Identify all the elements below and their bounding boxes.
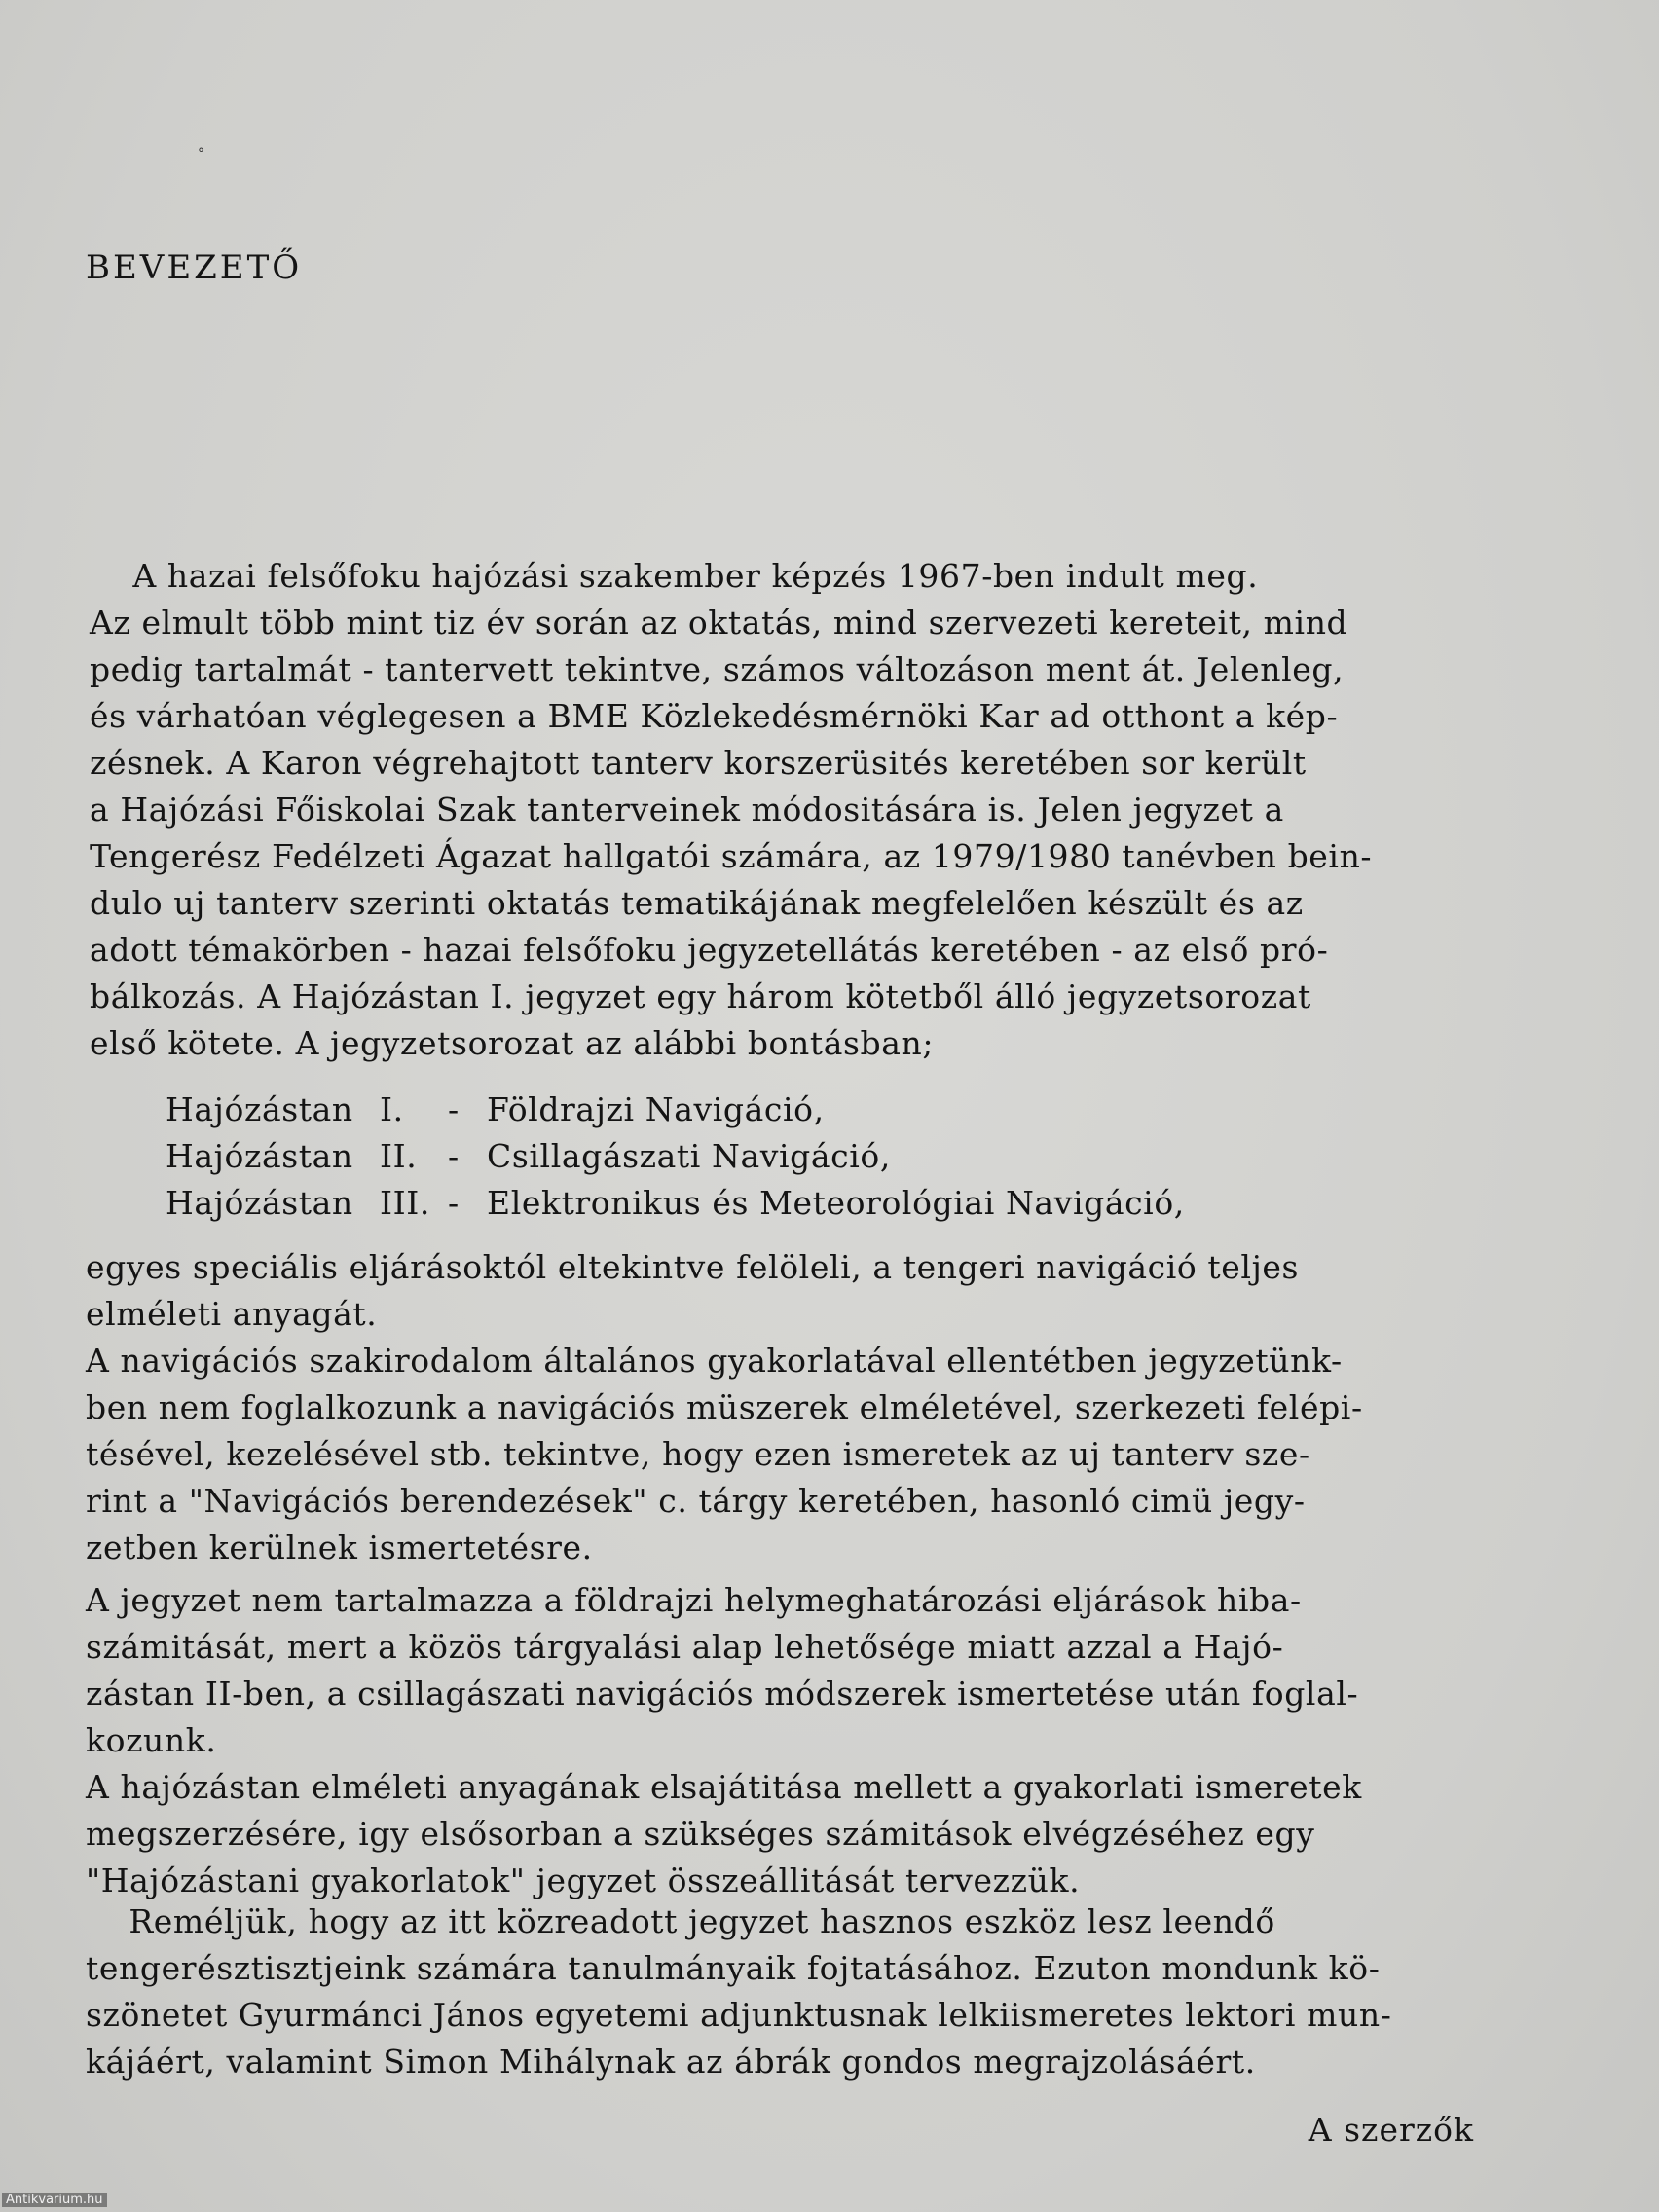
- volume-title: Hajózástan: [166, 1184, 353, 1222]
- list-item: [166, 1133, 1185, 1180]
- intro-paragraph: A hazai felsőfoku hajózási szakember képzés 1967-ben indult meg. Az elmult több mint tiz év során az oktatás, mind szervezeti kereteit, mind pedig tartalmát - tantervett tekintve, számos változáson ment át. Jelenleg, és várhatóan véglegesen a BME Közlekedésmérnöki Kar ad otthont a kép- zésnek. A Karon végrehajtott tanterv korszerüsités keretében sor került a Hajózási Főiskolai Szak tanterveinek módositására is. Jelen jegyzet a Tengerész Fedélzeti Ágazat hallgatói számára, az 1979/1980 tanévben bein- dulo uj tanterv szerinti oktatás tematikájának megfelelően készült és az adott témakörben - hazai felsőfoku jegyzetellátás keretében - az első pró- bálkozás. A Hajózástan I. jegyzet egy három kötetből álló jegyzetsorozat első kötete. A jegyzetsorozat az alábbi bontásban;: [90, 557, 1373, 1062]
- scope-paragraph: egyes speciális eljárásoktól eltekintve felöleli, a tengeri navigáció teljes elméleti anyagát.: [86, 1248, 1300, 1333]
- volume-number: II.: [380, 1137, 418, 1175]
- list-item: [166, 1087, 1185, 1133]
- acknowledgement-paragraph: Reméljük, hogy az itt közreadott jegyzet hasznos eszköz lesz leendő tengerésztisztjeink számára tanulmányaik fojtatásához. Ezuton mondunk kö- szönetet Gyurmánci János egyetemi adjunktusnak lelkiismeretes lektori mun- kájáért, valamint Simon Mihálynak az ábrák gondos megrajzolásáért.: [86, 1902, 1392, 2081]
- volume-subject: Földrajzi Navigáció,: [487, 1090, 825, 1128]
- error-calculation-paragraph: A jegyzet nem tartalmazza a földrajzi helymeghatározási eljárások hiba- számitását, mert a közös tárgyalási alap lehetősége miatt azzal a Hajó- zástan II-ben, a csillagászati navigációs módszerek ismertetése után foglal- kozunk.: [86, 1581, 1359, 1759]
- volume-number: III.: [380, 1184, 430, 1222]
- list-item: [166, 1180, 1185, 1227]
- volume-dash: -: [448, 1137, 460, 1175]
- page-title: BEVEZETŐ: [86, 247, 303, 287]
- dust-speck: °: [198, 146, 204, 162]
- volume-dash: -: [448, 1090, 460, 1128]
- instruments-paragraph: A navigációs szakirodalom általános gyakorlatával ellentétben jegyzetünk- ben nem foglalkozunk a navigációs müszerek elméletével, szerkezeti felépi- tésével, kezelésével stb. tekintve, hogy ezen ismeretek az uj tanterv sze- rint a "Navigációs berendezések" c. tárgy keretében, hasonló cimü jegy- zetben kerülnek ismertetésre.: [86, 1342, 1363, 1567]
- volume-subject: Csillagászati Navigáció,: [487, 1137, 891, 1175]
- volume-number: I.: [380, 1090, 404, 1128]
- volume-title: Hajózástan: [166, 1090, 353, 1128]
- volume-series-list: [166, 1087, 1185, 1227]
- exercises-paragraph: A hajózástan elméleti anyagának elsajátitása mellett a gyakorlati ismeretek megszerzésére, igy elsősorban a szükséges számitások elvégzéséhez egy "Hajózástani gyakorlatok" jegyzet összeállitását tervezzük.: [86, 1768, 1362, 1899]
- volume-subject: Elektronikus és Meteorológiai Navigáció,: [487, 1184, 1185, 1222]
- watermark: Antikvarium.hu: [2, 2193, 107, 2207]
- volume-dash: -: [448, 1184, 460, 1222]
- signature: A szerzők: [1308, 2111, 1474, 2149]
- volume-title: Hajózástan: [166, 1137, 353, 1175]
